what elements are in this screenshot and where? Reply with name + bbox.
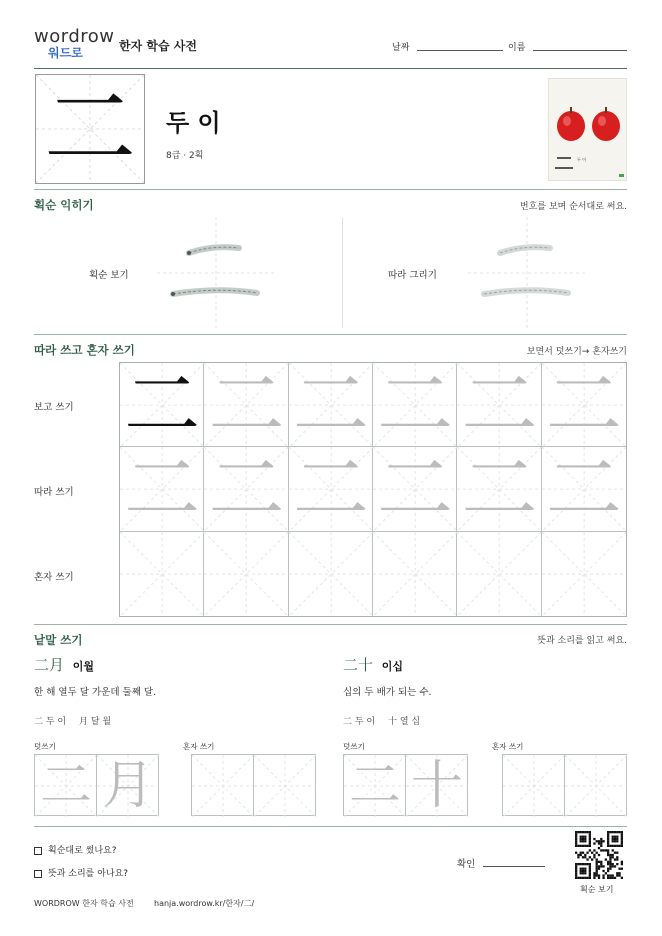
word-meaning: 한 해 열두 달 가운데 둘째 달.	[34, 687, 157, 698]
footer-brand: WORDROW 한자 학습 사전	[34, 899, 134, 908]
thumb-caption: 두 이	[577, 157, 586, 162]
checkbox-stroke-order[interactable]	[34, 847, 42, 855]
box-guides	[254, 755, 316, 817]
divider-3	[34, 624, 627, 625]
trace-label: 덧쓰기	[34, 742, 56, 751]
date-field[interactable]	[417, 50, 503, 51]
stroke-section-separator	[342, 218, 343, 328]
practice-cell[interactable]	[373, 444, 457, 534]
word-char-box[interactable]	[405, 754, 468, 816]
practice-cell[interactable]	[120, 532, 204, 616]
practice-grid	[119, 362, 627, 617]
word-reading: 이십	[381, 660, 404, 673]
practice-cell[interactable]	[457, 444, 541, 534]
logo-text: wordrow	[34, 26, 115, 47]
box-guides	[503, 755, 565, 817]
trace-char: 二	[545, 360, 622, 449]
word-char-box[interactable]	[564, 754, 627, 816]
practice-cell[interactable]	[457, 360, 541, 449]
qr-code-icon[interactable]	[575, 831, 623, 879]
word-char-box[interactable]	[191, 754, 254, 816]
solo-label: 혼자 쓰기	[492, 742, 524, 751]
word-solo-boxes[interactable]	[191, 754, 316, 818]
hero-character: 二	[43, 75, 136, 182]
word-card-2	[343, 652, 633, 822]
row-label-see: 보고 쓰기	[34, 402, 74, 413]
word-breakdown-a: 二 두 이	[34, 717, 67, 727]
word-hanja: 二十	[343, 656, 374, 674]
cell-guides	[373, 532, 457, 616]
stroke-view-diagram	[157, 217, 275, 329]
name-label: 이름	[508, 43, 526, 53]
trace-char: 二	[292, 444, 369, 534]
practice-cell[interactable]	[289, 444, 373, 534]
confirm-field[interactable]	[483, 866, 545, 867]
model-char: 二	[124, 360, 201, 449]
words-section-hint: 뜻과 소리를 읽고 써요.	[537, 636, 627, 646]
logo-korean: 워드로	[48, 46, 83, 60]
checkbox-meaning-sound[interactable]	[34, 870, 42, 878]
word-meaning: 십의 두 배가 되는 수.	[343, 687, 432, 698]
footer-url[interactable]: hanja.wordrow.kr/한자/二/	[154, 899, 255, 908]
word-char-box[interactable]	[502, 754, 565, 816]
stroke-section-hint: 번호를 보며 순서대로 써요.	[519, 202, 627, 212]
practice-cell[interactable]	[120, 360, 204, 449]
row-label-solo: 혼자 쓰기	[34, 572, 74, 583]
practice-cell[interactable]	[373, 360, 457, 449]
practice-cell[interactable]	[204, 360, 288, 449]
checklist-item-1[interactable]	[34, 843, 117, 856]
trace-char: 二	[461, 360, 538, 449]
meaning-sound: 두 이	[166, 109, 221, 137]
date-label: 날짜	[392, 43, 410, 53]
divider-2	[34, 334, 627, 335]
word-reading: 이월	[72, 660, 95, 673]
word-trace-char: 二	[39, 756, 92, 816]
word-trace-char: 月	[101, 756, 154, 816]
cell-guides	[542, 532, 626, 616]
word-trace-char: 十	[410, 756, 463, 816]
row-label-trace: 따라 쓰기	[34, 487, 74, 498]
practice-cell[interactable]	[373, 532, 457, 616]
practice-section-title: 따라 쓰고 혼자 쓰기	[34, 343, 135, 357]
word-breakdown-a: 二 두 이	[343, 717, 376, 727]
practice-section-hint: 보면서 덧쓰기→ 혼자쓰기	[526, 347, 627, 357]
confirm-label: 확인	[457, 859, 476, 870]
trace-char: 二	[208, 360, 285, 449]
checklist-item-2[interactable]	[34, 866, 128, 879]
apple-illustration	[549, 79, 628, 182]
header-divider	[34, 68, 627, 69]
cell-guides	[120, 532, 204, 616]
name-field[interactable]	[533, 50, 627, 51]
practice-cell[interactable]	[204, 444, 288, 534]
practice-cell[interactable]	[457, 532, 541, 616]
word-char-box[interactable]	[253, 754, 316, 816]
word-solo-boxes[interactable]	[502, 754, 627, 818]
practice-cell[interactable]	[120, 444, 204, 534]
word-hanja: 二月	[34, 656, 65, 674]
trace-char: 二	[545, 444, 622, 534]
practice-cell[interactable]	[204, 532, 288, 616]
stroke-trace-area[interactable]	[468, 217, 586, 329]
word-trace-boxes[interactable]	[343, 754, 468, 818]
check2-label: 뜻과 소리를 아나요?	[48, 869, 129, 879]
word-char-box[interactable]	[34, 754, 97, 816]
trace-char: 二	[292, 360, 369, 449]
stroke-trace-label: 따라 그리기	[388, 270, 437, 281]
divider-1	[34, 189, 627, 190]
header-title: 한자 학습 사전	[119, 39, 197, 53]
trace-char: 二	[377, 360, 454, 449]
word-trace-char: 二	[348, 756, 401, 816]
apple-thumbnail	[548, 78, 627, 181]
word-breakdown-b: 月 달 월	[79, 717, 112, 727]
trace-label: 덧쓰기	[343, 742, 365, 751]
practice-cell[interactable]	[542, 444, 626, 534]
word-char-box[interactable]	[96, 754, 159, 816]
grade-strokes: 8급 · 2획	[166, 151, 204, 161]
cell-guides	[204, 532, 288, 616]
word-card-1	[34, 652, 324, 822]
solo-label: 혼자 쓰기	[183, 742, 215, 751]
box-guides	[192, 755, 254, 817]
logo	[34, 28, 114, 64]
qr-caption: 획순 보기	[580, 885, 614, 894]
cell-guides	[457, 532, 541, 616]
stroke-section-title: 획순 익히기	[34, 198, 94, 212]
hero-char-box	[35, 74, 145, 184]
stroke-view-label: 획순 보기	[89, 270, 129, 281]
qr-code-graphic	[575, 831, 623, 879]
trace-char: 二	[461, 444, 538, 534]
trace-char: 二	[124, 444, 201, 534]
cell-guides	[289, 532, 373, 616]
practice-cell[interactable]	[289, 532, 373, 616]
practice-cell[interactable]	[542, 360, 626, 449]
check1-label: 획순대로 썼나요?	[48, 846, 117, 856]
trace-char: 二	[208, 444, 285, 534]
divider-4	[34, 826, 627, 827]
practice-cell[interactable]	[289, 360, 373, 449]
trace-char: 二	[377, 444, 454, 534]
box-guides	[565, 755, 627, 817]
word-breakdown-b: 十 열 십	[388, 717, 421, 727]
words-section-title: 낱말 쓰기	[34, 633, 83, 647]
word-char-box[interactable]	[343, 754, 406, 816]
word-trace-boxes[interactable]	[34, 754, 159, 818]
practice-cell[interactable]	[542, 532, 626, 616]
